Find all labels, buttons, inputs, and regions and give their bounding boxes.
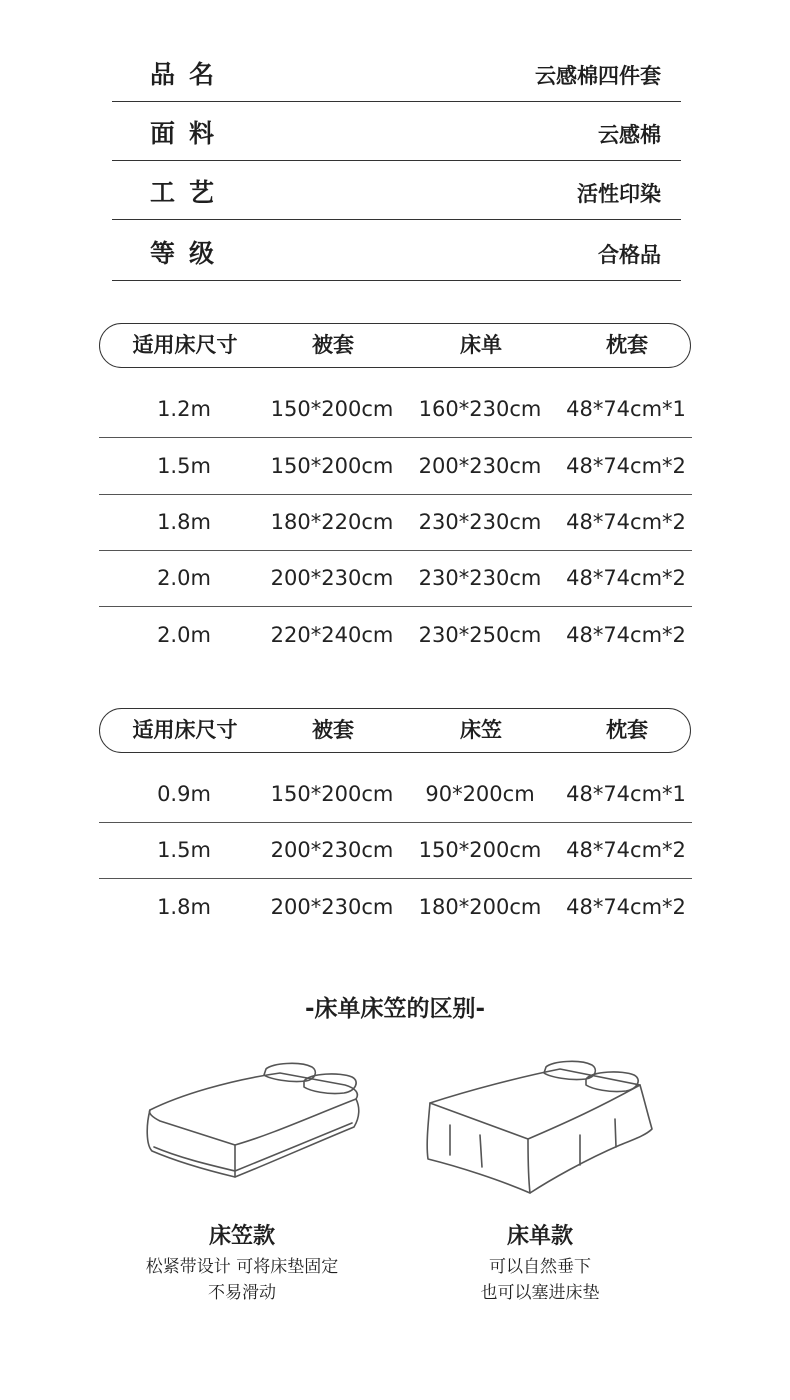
info-row-grade xyxy=(112,222,681,281)
table-row xyxy=(99,550,692,607)
info-row-craft xyxy=(112,161,681,220)
flat-sheet-desc-line1: 可以自然垂下 xyxy=(489,1257,591,1277)
cell-bed-sheet: 230*230cm xyxy=(418,510,542,534)
cell-fitted-sheet: 180*200cm xyxy=(418,895,542,919)
cell-pillowcase: 48*74cm*2 xyxy=(566,623,686,647)
cell-duvet-cover: 180*220cm xyxy=(270,510,394,534)
info-label: 工艺 xyxy=(150,178,229,207)
header-pillowcase: 枕套 xyxy=(606,718,648,742)
header-duvet-cover: 被套 xyxy=(312,333,354,357)
cell-fitted-sheet: 90*200cm xyxy=(425,782,535,806)
flat-sheet-desc-line2: 也可以塞进床垫 xyxy=(480,1283,600,1303)
cell-duvet-cover: 220*240cm xyxy=(270,623,394,647)
header-bed-size: 适用床尺寸 xyxy=(132,718,238,742)
sheet-table-header xyxy=(99,323,691,368)
cell-pillowcase: 48*74cm*2 xyxy=(566,454,686,478)
cell-bed-sheet: 230*230cm xyxy=(418,566,542,590)
cell-pillowcase: 48*74cm*1 xyxy=(566,397,686,421)
fitted-table-header xyxy=(99,708,691,753)
table-row xyxy=(99,381,692,438)
cell-bed-size: 1.8m xyxy=(157,895,211,919)
table-row xyxy=(99,822,692,879)
flat-sheet-title: 床单款 xyxy=(506,1224,574,1249)
cell-bed-size: 2.0m xyxy=(157,623,211,647)
cell-pillowcase: 48*74cm*2 xyxy=(566,838,686,862)
header-pillowcase: 枕套 xyxy=(606,333,648,357)
header-bed-sheet: 床单 xyxy=(460,333,502,357)
cell-duvet-cover: 150*200cm xyxy=(270,782,394,806)
difference-title: -床单床笠的区别- xyxy=(304,996,486,1022)
cell-pillowcase: 48*74cm*2 xyxy=(566,510,686,534)
info-value: 云感棉四件套 xyxy=(535,64,661,88)
cell-bed-size: 2.0m xyxy=(157,566,211,590)
cell-bed-size: 0.9m xyxy=(157,782,211,806)
header-bed-size: 适用床尺寸 xyxy=(132,333,238,357)
header-fitted-sheet: 床笠 xyxy=(460,718,502,742)
cell-bed-size: 1.5m xyxy=(157,454,211,478)
cell-bed-size: 1.2m xyxy=(157,397,211,421)
info-value: 云感棉 xyxy=(598,123,661,147)
cell-duvet-cover: 150*200cm xyxy=(270,397,394,421)
info-value: 合格品 xyxy=(598,243,661,267)
fitted-sheet-desc-line2: 不易滑动 xyxy=(208,1283,276,1303)
cell-bed-size: 1.5m xyxy=(157,838,211,862)
cell-duvet-cover: 200*230cm xyxy=(270,895,394,919)
table-row xyxy=(99,438,692,495)
cell-bed-sheet: 200*230cm xyxy=(418,454,542,478)
cell-pillowcase: 48*74cm*1 xyxy=(566,782,686,806)
table-row xyxy=(99,494,692,551)
cell-pillowcase: 48*74cm*2 xyxy=(566,895,686,919)
info-value: 活性印染 xyxy=(577,182,661,206)
table-row xyxy=(99,879,692,936)
fitted-sheet-title: 床笠款 xyxy=(208,1224,276,1249)
cell-duvet-cover: 200*230cm xyxy=(270,838,394,862)
cell-bed-sheet: 160*230cm xyxy=(418,397,542,421)
info-row-name xyxy=(112,43,681,102)
cell-duvet-cover: 150*200cm xyxy=(270,454,394,478)
table-row xyxy=(99,766,692,823)
cell-fitted-sheet: 150*200cm xyxy=(418,838,542,862)
cell-bed-size: 1.8m xyxy=(157,510,211,534)
cell-pillowcase: 48*74cm*2 xyxy=(566,566,686,590)
info-label: 品名 xyxy=(150,60,229,89)
flat-sheet-bed-illustration xyxy=(420,1055,660,1195)
cell-duvet-cover: 200*230cm xyxy=(270,566,394,590)
info-row-fabric xyxy=(112,102,681,161)
info-label: 等级 xyxy=(150,239,229,268)
cell-bed-sheet: 230*250cm xyxy=(418,623,542,647)
header-duvet-cover: 被套 xyxy=(312,718,354,742)
fitted-sheet-desc-line1: 松紧带设计 可将床垫固定 xyxy=(145,1257,339,1277)
info-label: 面料 xyxy=(150,119,229,148)
fitted-sheet-bed-illustration xyxy=(140,1055,370,1185)
table-row xyxy=(99,607,692,664)
